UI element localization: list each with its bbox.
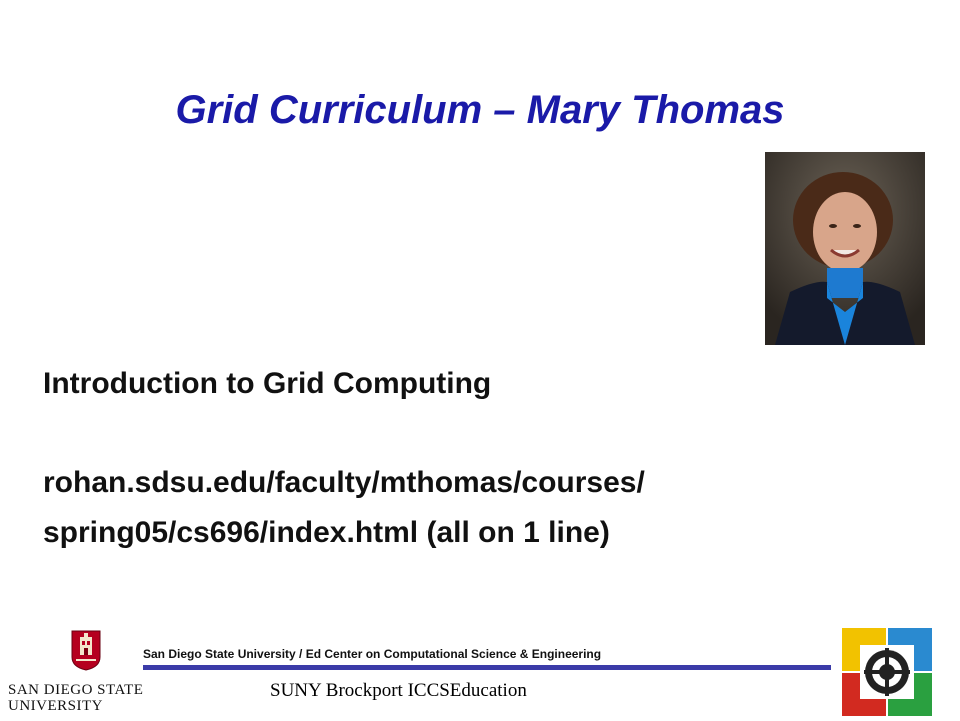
sdsu-logo <box>8 625 148 717</box>
sdsu-logo-text: SAN DIEGO STATE <box>8 682 144 698</box>
course-title: Introduction to Grid Computing <box>43 367 492 400</box>
sdsu-logo-text-university: UNIVERSITY <box>8 698 103 714</box>
iccs-logo <box>842 628 932 716</box>
sdsu-shield-icon <box>70 629 102 671</box>
portrait-photo <box>765 152 925 345</box>
course-url-part1: rohan.sdsu.edu/faculty/mthomas/courses/ <box>43 466 645 499</box>
slide-title: Grid Curriculum – Mary Thomas <box>175 88 785 132</box>
course-url-part2: spring05/cs696/index.html (all on 1 line) <box>43 516 610 549</box>
iccs-target-icon <box>842 628 932 716</box>
footer-institution: San Diego State University / Ed Center on Computational Science & Engineering <box>143 647 602 661</box>
footer-org: SUNY Brockport ICCSEducation <box>270 680 527 701</box>
footer-divider <box>143 665 831 670</box>
